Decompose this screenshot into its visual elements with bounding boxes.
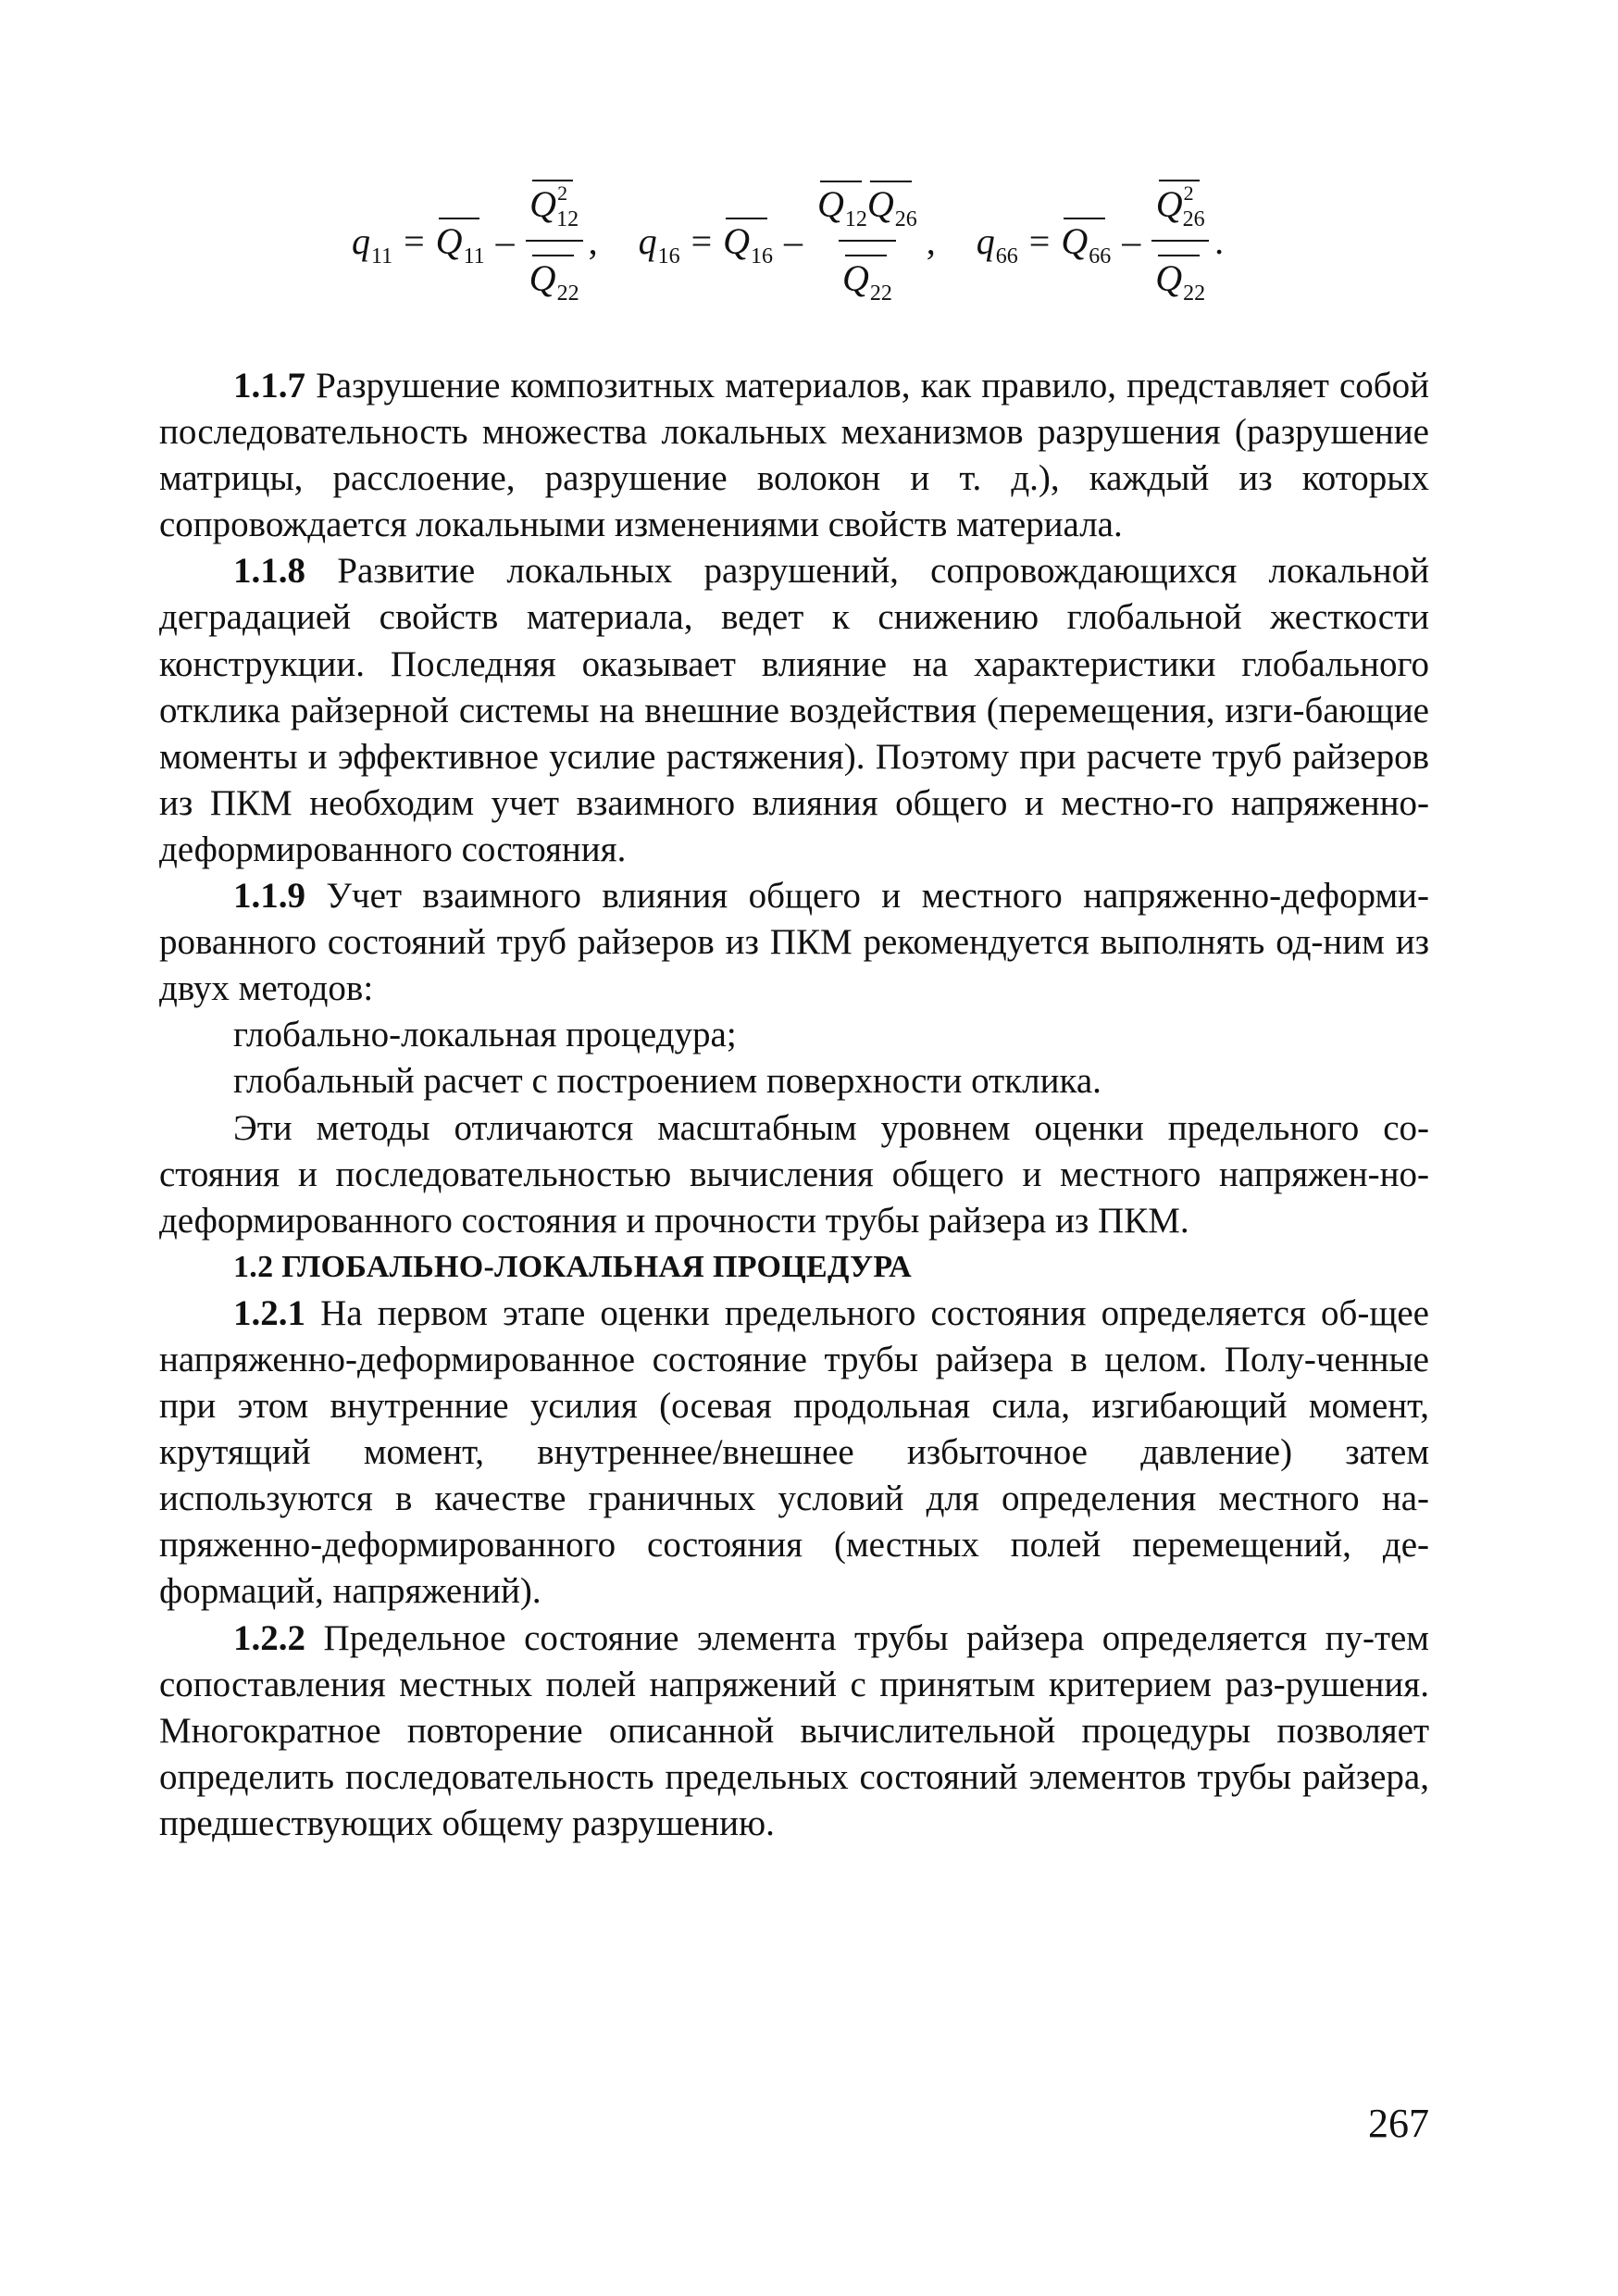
formula-q11: $q_{11}$ = $Q_{11}$ – $\frac{Q^2_{12}}{Q_{22}}$ , xyxy=(352,176,639,306)
list-item: глобально-локальная процедура; xyxy=(233,1015,737,1055)
paragraph-1-2-1: 1.2.1 На первом этапе оценки предельного состояния определяется об-щее напряженно-деформированное состояние трубы райзера в целом. Полу-ченные при этом внутренние усилия (осевая продольная сила, изгибающий момент, крутящий момент, внутреннее/внешнее избыточное давление) затем используются в качестве граничных условий для определения местного на-пряженно-деформированного состояния (местных полей перемещений, де-формаций, напряжений). xyxy=(159,1292,1429,1612)
paragraph-1-1-7: 1.1.7 Разрушение композитных материалов, как правило, представляет собой последовательность множества локальных механизмов разрушения (разрушение матрицы, расслоение, разрушение волокон и т. д.), каждый из которых сопровождается локальными изменениями свойств материала. xyxy=(159,366,1429,545)
q11-fraction: $\frac{Q^2_{12}}{Q_{22}}$ xyxy=(526,176,583,306)
methods-note: Эти методы отличаются масштабным уровнем оценки предельного со-стояния и последовательностью вычисления общего и местного напряжен-но-деформированного состояния и прочности трубы райзера из ПКМ. xyxy=(159,1107,1429,1241)
q16-fraction: $\frac{Q_{12}Q_{26}}{Q_{22}}$ xyxy=(814,177,921,306)
paragraph-1-1-9: 1.1.9 Учет взаимного влияния общего и местного напряженно-деформи-рованного состояний труб райзеров из ПКМ рекомендуется выполнять од-ним из двух методов: xyxy=(159,876,1429,1009)
q16-first: $Q_{16}$ xyxy=(723,214,773,269)
stiffness-formula xyxy=(352,176,1224,306)
section-heading: 1.2 ГЛОБАЛЬНО-ЛОКАЛЬНАЯ ПРОЦЕДУРА xyxy=(233,1249,912,1284)
formula-q66: $q_{66}$ = $Q_{66}$ – $\frac{Q^2_{26}}{Q_{22}}$ . xyxy=(977,176,1224,306)
list-item: глобальный расчет с построением поверхности отклика. xyxy=(233,1061,1101,1102)
q66-lhs: $q_{66}$ xyxy=(976,219,1018,268)
page-number: 267 xyxy=(1368,2101,1429,2146)
q66-fraction: $\frac{Q^2_{26}}{Q_{22}}$ xyxy=(1151,176,1209,306)
formula-q16: $q_{16}$ = $Q_{16}$ – $\frac{Q_{12}Q_{26}}{Q_{22}}$ , xyxy=(639,177,977,306)
q11-first: $Q_{11}$ xyxy=(436,214,485,269)
paragraph-1-2-2: 1.2.2 Предельное состояние элемента трубы райзера определяется пу-тем сопоставления местных полей напряжений с принятым критерием раз-рушения. Многократное повторение описанной вычислительной процедуры позволяет определить последовательность предельных состояний элементов трубы райзера, предшествующих общему разрушению. xyxy=(159,1617,1429,1843)
q11-lhs: $q_{11}$ xyxy=(352,219,393,268)
body-text xyxy=(159,363,1429,1847)
q66-first: $Q_{66}$ xyxy=(1061,214,1111,269)
paragraph-1-1-8: 1.1.8 Развитие локальных разрушений, сопровождающихся локальной деградацией свойств материала, ведет к снижению глобальной жесткости конструкции. Последняя оказывает влияние на характеристики глобального отклика райзерной системы на внешние воздействия (перемещения, изги-бающие моменты и эффективное усилие растяжения). Поэтому при расчете труб райзеров из ПКМ необходим учет взаимного влияния общего и местно-го напряженно-деформированного состояния. xyxy=(159,551,1429,869)
q16-lhs: $q_{16}$ xyxy=(638,219,680,268)
